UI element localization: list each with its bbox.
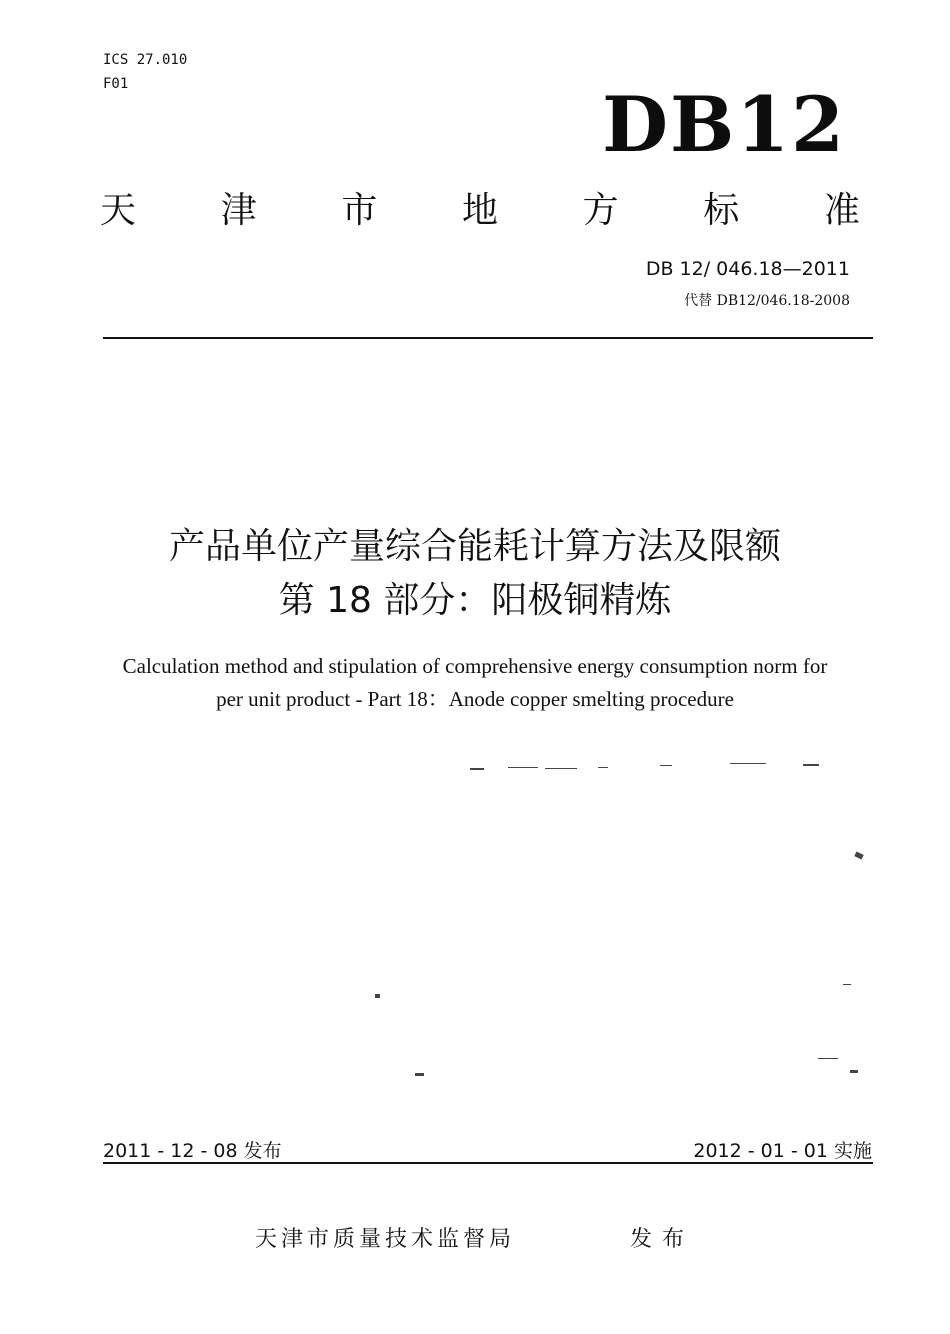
publisher-name: 天津市质量技术监督局 <box>255 1227 516 1252</box>
scan-speck <box>660 765 672 766</box>
scan-speck <box>843 984 851 985</box>
title-cn-line1: 产品单位产量综合能耗计算方法及限额 <box>168 526 781 567</box>
standard-number: DB 12/ 046.18—2011 <box>645 258 850 280</box>
scan-speck <box>508 767 538 768</box>
standard-type-char: 地 <box>461 190 498 231</box>
title-en-line2: per unit product - Part 18：Anode copper smelting procedure <box>216 687 734 711</box>
scan-speck <box>598 767 608 768</box>
replaces-note: 代替 DB12/046.18-2008 <box>684 293 850 309</box>
standard-type-char: 方 <box>582 190 619 231</box>
title-en-line1: Calculation method and stipulation of comprehensive energy consumption norm for <box>122 654 828 678</box>
scan-speck <box>375 994 380 998</box>
scan-speck <box>854 852 863 860</box>
standard-type-char: 标 <box>703 190 740 231</box>
standard-logo: DB12 <box>602 80 846 169</box>
standard-type-char: 准 <box>823 190 860 231</box>
scan-speck <box>803 764 819 766</box>
title-en <box>0 650 950 716</box>
standard-type-char: 津 <box>220 190 257 231</box>
ics-code: ICS 27.010 <box>103 52 188 68</box>
scan-speck <box>818 1058 838 1059</box>
scan-speck <box>415 1073 424 1076</box>
scan-speck <box>850 1070 858 1073</box>
standard-type-char: 天 <box>100 190 137 231</box>
implementation-date: 2012 - 01 - 01 实施 <box>693 1140 872 1162</box>
title-cn-line2: 第 18 部分：阳极铜精炼 <box>278 580 672 621</box>
publish-label: 发布 <box>630 1227 695 1252</box>
scan-speck <box>470 768 484 770</box>
category-code: F01 <box>103 76 129 92</box>
standard-type <box>100 182 860 233</box>
scan-speck <box>545 768 577 769</box>
scan-speck <box>730 763 766 764</box>
top-divider <box>103 337 873 339</box>
bottom-divider <box>103 1162 873 1164</box>
standard-type-char: 市 <box>341 190 378 231</box>
issue-date: 2011 - 12 - 08 发布 <box>103 1140 282 1162</box>
ics-code-block <box>103 48 187 96</box>
